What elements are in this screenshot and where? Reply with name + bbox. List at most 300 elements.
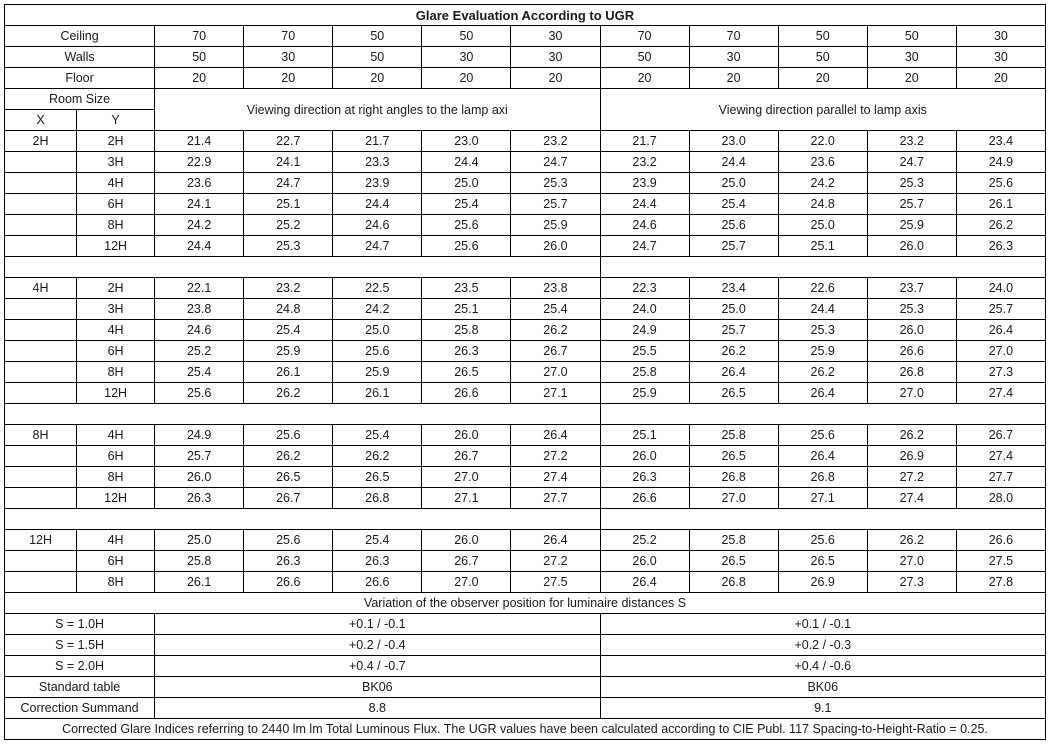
- ugr-value: 27.5: [956, 551, 1045, 572]
- ugr-value: 26.1: [155, 572, 244, 593]
- y-header: Y: [77, 110, 155, 131]
- ugr-value: 26.7: [422, 446, 511, 467]
- table-row: [5, 362, 1046, 383]
- floor-value: 20: [778, 68, 867, 89]
- ugr-value: 23.3: [333, 152, 422, 173]
- ugr-value: 26.4: [956, 320, 1045, 341]
- ugr-value: 25.7: [689, 236, 778, 257]
- ugr-value: 26.1: [333, 383, 422, 404]
- ugr-value: 27.4: [956, 446, 1045, 467]
- standard-table-label: Standard table: [5, 677, 155, 698]
- floor-value: 20: [244, 68, 333, 89]
- y-value: 3H: [77, 152, 155, 173]
- variation-title-row: [5, 593, 1046, 614]
- ugr-value: 24.4: [600, 194, 689, 215]
- x-value: 2H: [5, 131, 77, 152]
- ugr-value: 26.5: [689, 383, 778, 404]
- y-value: 8H: [77, 215, 155, 236]
- ugr-value: 25.9: [333, 362, 422, 383]
- variation-parallel: +0.4 / -0.6: [600, 656, 1045, 677]
- ugr-value: 22.7: [244, 131, 333, 152]
- table-row: [5, 551, 1046, 572]
- variation-parallel: +0.2 / -0.3: [600, 635, 1045, 656]
- ugr-value: 25.6: [956, 173, 1045, 194]
- variation-perpendicular: +0.4 / -0.7: [155, 656, 600, 677]
- x-value: [5, 194, 77, 215]
- page-title: Glare Evaluation According to UGR: [5, 5, 1046, 26]
- ugr-value: 26.2: [511, 320, 600, 341]
- ugr-value: 26.8: [333, 488, 422, 509]
- ugr-value: 23.8: [511, 278, 600, 299]
- ugr-value: 23.2: [511, 131, 600, 152]
- ugr-value: 27.2: [867, 467, 956, 488]
- x-value: [5, 551, 77, 572]
- ugr-value: 26.5: [244, 467, 333, 488]
- ugr-value: 26.1: [956, 194, 1045, 215]
- ugr-value: 25.7: [689, 320, 778, 341]
- ugr-value: 26.3: [956, 236, 1045, 257]
- ugr-value: 26.8: [867, 362, 956, 383]
- ugr-value: 24.6: [155, 320, 244, 341]
- ugr-value: 24.7: [511, 152, 600, 173]
- table-row: [5, 425, 1046, 446]
- ugr-value: 25.3: [867, 173, 956, 194]
- x-value: [5, 446, 77, 467]
- ugr-value: 27.1: [511, 383, 600, 404]
- ugr-value: 24.7: [333, 236, 422, 257]
- footnote-row: [5, 719, 1046, 740]
- ceiling-value: 70: [244, 26, 333, 47]
- ugr-value: 26.9: [778, 572, 867, 593]
- ugr-value: 24.4: [689, 152, 778, 173]
- ugr-value: 25.6: [333, 341, 422, 362]
- ugr-value: 27.0: [867, 551, 956, 572]
- ugr-value: 26.5: [689, 446, 778, 467]
- ugr-value: 26.2: [867, 530, 956, 551]
- ugr-value: 24.7: [600, 236, 689, 257]
- ugr-value: 24.4: [778, 299, 867, 320]
- ugr-value: 26.5: [778, 551, 867, 572]
- standard-table-row: [5, 677, 1046, 698]
- ugr-value: 25.6: [422, 215, 511, 236]
- x-value: [5, 236, 77, 257]
- ugr-value: 26.3: [422, 341, 511, 362]
- table-row: [5, 446, 1046, 467]
- ugr-value: 26.6: [600, 488, 689, 509]
- y-value: 12H: [77, 383, 155, 404]
- ugr-value: 26.3: [333, 551, 422, 572]
- ugr-value: 24.7: [867, 152, 956, 173]
- ugr-value: 25.2: [600, 530, 689, 551]
- x-value: 8H: [5, 425, 77, 446]
- variation-row: [5, 656, 1046, 677]
- floor-value: 20: [867, 68, 956, 89]
- ugr-value: 24.9: [155, 425, 244, 446]
- ugr-value: 26.2: [956, 215, 1045, 236]
- ugr-value: 23.5: [422, 278, 511, 299]
- walls-value: 50: [778, 47, 867, 68]
- ugr-value: 26.2: [244, 383, 333, 404]
- floor-value: 20: [956, 68, 1045, 89]
- ugr-value: 25.9: [600, 383, 689, 404]
- ugr-value: 25.6: [689, 215, 778, 236]
- variation-label: S = 2.0H: [5, 656, 155, 677]
- ugr-value: 26.3: [155, 488, 244, 509]
- y-value: 4H: [77, 530, 155, 551]
- x-value: [5, 152, 77, 173]
- reflectance-row-walls: [5, 47, 1046, 68]
- variation-perpendicular: +0.2 / -0.4: [155, 635, 600, 656]
- table-row: [5, 215, 1046, 236]
- y-value: 4H: [77, 173, 155, 194]
- variation-row: [5, 635, 1046, 656]
- ugr-value: 23.6: [778, 152, 867, 173]
- ugr-value: 24.2: [333, 299, 422, 320]
- y-value: 12H: [77, 236, 155, 257]
- ugr-value: 24.7: [244, 173, 333, 194]
- ugr-value: 26.4: [778, 446, 867, 467]
- table-row: [5, 530, 1046, 551]
- ugr-value: 26.4: [778, 383, 867, 404]
- table-row: [5, 173, 1046, 194]
- ugr-value: 27.3: [867, 572, 956, 593]
- ugr-value: 26.2: [689, 341, 778, 362]
- group-header-perpendicular: Viewing direction at right angles to the lamp axi: [155, 89, 600, 131]
- ugr-value: 26.1: [244, 362, 333, 383]
- x-value: [5, 488, 77, 509]
- ceiling-value: 50: [867, 26, 956, 47]
- y-value: 6H: [77, 551, 155, 572]
- table-row: [5, 131, 1046, 152]
- floor-value: 20: [422, 68, 511, 89]
- table-row: [5, 236, 1046, 257]
- ugr-value: 23.2: [867, 131, 956, 152]
- footnote-text: Corrected Glare Indices referring to 2440 lm lm Total Luminous Flux. The UGR values have been calculated according to CIE Publ. 117 Spacing-to-Height-Ratio = 0.25.: [5, 719, 1046, 740]
- ugr-value: 26.0: [867, 236, 956, 257]
- group-spacer: [5, 509, 1046, 530]
- ugr-value: 28.0: [956, 488, 1045, 509]
- ugr-value: 27.2: [511, 446, 600, 467]
- ugr-value: 27.2: [511, 551, 600, 572]
- ugr-value: 27.4: [867, 488, 956, 509]
- ugr-value: 23.9: [333, 173, 422, 194]
- table-row: [5, 488, 1046, 509]
- ugr-value: 25.0: [689, 299, 778, 320]
- ugr-value: 27.3: [956, 362, 1045, 383]
- ugr-value: 25.8: [155, 551, 244, 572]
- ceiling-value: 70: [689, 26, 778, 47]
- ugr-value: 27.0: [511, 362, 600, 383]
- ugr-value: 26.0: [867, 320, 956, 341]
- reflectance-label-floor: Floor: [5, 68, 155, 89]
- ugr-value: 25.0: [333, 320, 422, 341]
- ugr-value: 23.4: [956, 131, 1045, 152]
- ugr-value: 25.6: [778, 530, 867, 551]
- table-row: [5, 152, 1046, 173]
- ugr-value: 27.0: [956, 341, 1045, 362]
- walls-value: 30: [956, 47, 1045, 68]
- ugr-value: 25.1: [422, 299, 511, 320]
- y-value: 4H: [77, 425, 155, 446]
- group-spacer: [5, 404, 1046, 425]
- ugr-value: 23.7: [867, 278, 956, 299]
- y-value: 4H: [77, 320, 155, 341]
- ugr-value: 23.6: [155, 173, 244, 194]
- table-row: [5, 278, 1046, 299]
- table-row: [5, 194, 1046, 215]
- y-value: 6H: [77, 446, 155, 467]
- ugr-value: 25.6: [778, 425, 867, 446]
- ugr-value: 24.6: [600, 215, 689, 236]
- ugr-value: 25.3: [511, 173, 600, 194]
- x-value: [5, 362, 77, 383]
- ugr-value: 25.6: [422, 236, 511, 257]
- ugr-value: 26.8: [778, 467, 867, 488]
- ugr-value: 22.6: [778, 278, 867, 299]
- ugr-value: 25.7: [867, 194, 956, 215]
- ugr-value: 26.5: [689, 551, 778, 572]
- ugr-value: 26.7: [422, 551, 511, 572]
- ugr-value: 23.2: [600, 152, 689, 173]
- ugr-value: 25.0: [155, 530, 244, 551]
- ugr-value: 25.9: [867, 215, 956, 236]
- table-row: [5, 383, 1046, 404]
- group-header-row: [5, 89, 1046, 110]
- ugr-value: 24.2: [778, 173, 867, 194]
- ugr-value: 24.4: [333, 194, 422, 215]
- ugr-value: 26.6: [867, 341, 956, 362]
- group-spacer: [5, 257, 1046, 278]
- ugr-value: 26.6: [333, 572, 422, 593]
- ugr-value: 26.2: [867, 425, 956, 446]
- ugr-value: 27.7: [511, 488, 600, 509]
- ugr-value: 26.5: [333, 467, 422, 488]
- ugr-value: 26.2: [333, 446, 422, 467]
- ugr-value: 24.9: [600, 320, 689, 341]
- ugr-value: 23.9: [600, 173, 689, 194]
- ugr-value: 26.4: [689, 362, 778, 383]
- ugr-value: 25.1: [778, 236, 867, 257]
- ugr-value: 25.4: [155, 362, 244, 383]
- correction-summand-parallel: 9.1: [600, 698, 1045, 719]
- x-value: [5, 215, 77, 236]
- reflectance-row-ceiling: [5, 26, 1046, 47]
- ugr-value: 26.0: [600, 551, 689, 572]
- ugr-value: 23.0: [422, 131, 511, 152]
- variation-parallel: +0.1 / -0.1: [600, 614, 1045, 635]
- ugr-value: 25.6: [244, 425, 333, 446]
- ugr-value: 27.0: [422, 572, 511, 593]
- correction-summand-row: [5, 698, 1046, 719]
- ugr-value: 26.2: [778, 362, 867, 383]
- ugr-value: 24.4: [155, 236, 244, 257]
- x-header: X: [5, 110, 77, 131]
- ugr-value: 26.0: [155, 467, 244, 488]
- ugr-value: 25.9: [244, 341, 333, 362]
- table-row: [5, 572, 1046, 593]
- ugr-value: 25.4: [244, 320, 333, 341]
- ugr-value: 23.4: [689, 278, 778, 299]
- floor-value: 20: [511, 68, 600, 89]
- ugr-value: 25.3: [778, 320, 867, 341]
- ugr-value: 23.0: [689, 131, 778, 152]
- x-value: [5, 467, 77, 488]
- x-value: [5, 299, 77, 320]
- ugr-value: 25.6: [244, 530, 333, 551]
- ugr-value: 24.0: [600, 299, 689, 320]
- ugr-value: 26.0: [422, 425, 511, 446]
- ugr-value: 27.1: [422, 488, 511, 509]
- table-row: [5, 320, 1046, 341]
- ugr-value: 22.3: [600, 278, 689, 299]
- reflectance-label-ceiling: Ceiling: [5, 26, 155, 47]
- walls-value: 50: [333, 47, 422, 68]
- y-value: 8H: [77, 572, 155, 593]
- ugr-value: 24.4: [422, 152, 511, 173]
- ugr-value: 26.4: [511, 530, 600, 551]
- ugr-value: 25.8: [600, 362, 689, 383]
- ugr-value: 26.5: [422, 362, 511, 383]
- reflectance-label-walls: Walls: [5, 47, 155, 68]
- floor-value: 20: [689, 68, 778, 89]
- walls-value: 30: [689, 47, 778, 68]
- ugr-value: 25.4: [333, 425, 422, 446]
- ugr-value: 23.8: [155, 299, 244, 320]
- ugr-value: 25.7: [155, 446, 244, 467]
- ugr-value: 22.5: [333, 278, 422, 299]
- floor-value: 20: [600, 68, 689, 89]
- ugr-value: 21.7: [600, 131, 689, 152]
- ugr-value: 25.0: [689, 173, 778, 194]
- x-value: [5, 572, 77, 593]
- ugr-value: 25.6: [155, 383, 244, 404]
- ugr-value: 26.4: [511, 425, 600, 446]
- table-row: [5, 467, 1046, 488]
- ugr-value: 26.7: [244, 488, 333, 509]
- ugr-value: 26.7: [511, 341, 600, 362]
- standard-table-parallel: BK06: [600, 677, 1045, 698]
- ugr-value: 26.9: [867, 446, 956, 467]
- variation-title: Variation of the observer position for luminaire distances S: [5, 593, 1046, 614]
- ugr-value: 25.5: [600, 341, 689, 362]
- ugr-value: 25.2: [155, 341, 244, 362]
- ugr-value: 25.1: [600, 425, 689, 446]
- ugr-value: 27.0: [689, 488, 778, 509]
- walls-value: 30: [511, 47, 600, 68]
- ceiling-value: 50: [422, 26, 511, 47]
- ugr-value: 24.2: [155, 215, 244, 236]
- ugr-value: 21.7: [333, 131, 422, 152]
- ugr-value: 26.4: [600, 572, 689, 593]
- ugr-value: 25.9: [778, 341, 867, 362]
- x-value: [5, 383, 77, 404]
- x-value: [5, 320, 77, 341]
- ugr-value: 25.4: [689, 194, 778, 215]
- walls-value: 50: [155, 47, 244, 68]
- ugr-value: 27.8: [956, 572, 1045, 593]
- ugr-value: 24.8: [244, 299, 333, 320]
- y-value: 8H: [77, 362, 155, 383]
- ugr-value: 22.9: [155, 152, 244, 173]
- ugr-value: 25.0: [778, 215, 867, 236]
- ugr-value: 26.2: [244, 446, 333, 467]
- y-value: 3H: [77, 299, 155, 320]
- ugr-value: 26.6: [244, 572, 333, 593]
- title-row: [5, 5, 1046, 26]
- ugr-value: 25.2: [244, 215, 333, 236]
- reflectance-row-floor: [5, 68, 1046, 89]
- ceiling-value: 70: [600, 26, 689, 47]
- ugr-value: 21.4: [155, 131, 244, 152]
- ugr-value: 27.5: [511, 572, 600, 593]
- ugr-table: [4, 4, 1046, 740]
- ugr-value: 26.3: [244, 551, 333, 572]
- ugr-value: 26.7: [956, 425, 1045, 446]
- ugr-value: 27.4: [511, 467, 600, 488]
- y-value: 6H: [77, 194, 155, 215]
- ugr-value: 25.3: [244, 236, 333, 257]
- ugr-value: 25.1: [244, 194, 333, 215]
- variation-row: [5, 614, 1046, 635]
- x-value: 4H: [5, 278, 77, 299]
- variation-perpendicular: +0.1 / -0.1: [155, 614, 600, 635]
- ugr-value: 25.3: [867, 299, 956, 320]
- ugr-value: 25.8: [422, 320, 511, 341]
- ugr-value: 25.7: [956, 299, 1045, 320]
- ugr-value: 25.9: [511, 215, 600, 236]
- ceiling-value: 30: [956, 26, 1045, 47]
- ugr-value: 26.0: [422, 530, 511, 551]
- ugr-value: 26.6: [956, 530, 1045, 551]
- ugr-value: 26.8: [689, 572, 778, 593]
- group-header-parallel: Viewing direction parallel to lamp axis: [600, 89, 1045, 131]
- x-value: [5, 341, 77, 362]
- walls-value: 30: [244, 47, 333, 68]
- ugr-value: 26.6: [422, 383, 511, 404]
- ugr-value: 24.9: [956, 152, 1045, 173]
- variation-label: S = 1.0H: [5, 614, 155, 635]
- ugr-value: 27.0: [422, 467, 511, 488]
- ugr-value: 24.0: [956, 278, 1045, 299]
- ceiling-value: 50: [333, 26, 422, 47]
- walls-value: 50: [600, 47, 689, 68]
- ceiling-value: 50: [778, 26, 867, 47]
- ugr-value: 22.0: [778, 131, 867, 152]
- ugr-value: 25.7: [511, 194, 600, 215]
- room-size-header: Room Size: [5, 89, 155, 110]
- variation-label: S = 1.5H: [5, 635, 155, 656]
- ugr-value: 25.4: [422, 194, 511, 215]
- ugr-value: 26.0: [511, 236, 600, 257]
- floor-value: 20: [155, 68, 244, 89]
- walls-value: 30: [867, 47, 956, 68]
- ugr-value: 26.0: [600, 446, 689, 467]
- y-value: 12H: [77, 488, 155, 509]
- y-value: 2H: [77, 278, 155, 299]
- floor-value: 20: [333, 68, 422, 89]
- ugr-value: 27.1: [778, 488, 867, 509]
- x-value: 12H: [5, 530, 77, 551]
- ugr-value: 27.7: [956, 467, 1045, 488]
- correction-summand-perpendicular: 8.8: [155, 698, 600, 719]
- ceiling-value: 30: [511, 26, 600, 47]
- ugr-value: 24.8: [778, 194, 867, 215]
- ugr-value: 24.1: [155, 194, 244, 215]
- ugr-value: 24.6: [333, 215, 422, 236]
- ugr-value: 27.0: [867, 383, 956, 404]
- y-value: 8H: [77, 467, 155, 488]
- ugr-value: 26.3: [600, 467, 689, 488]
